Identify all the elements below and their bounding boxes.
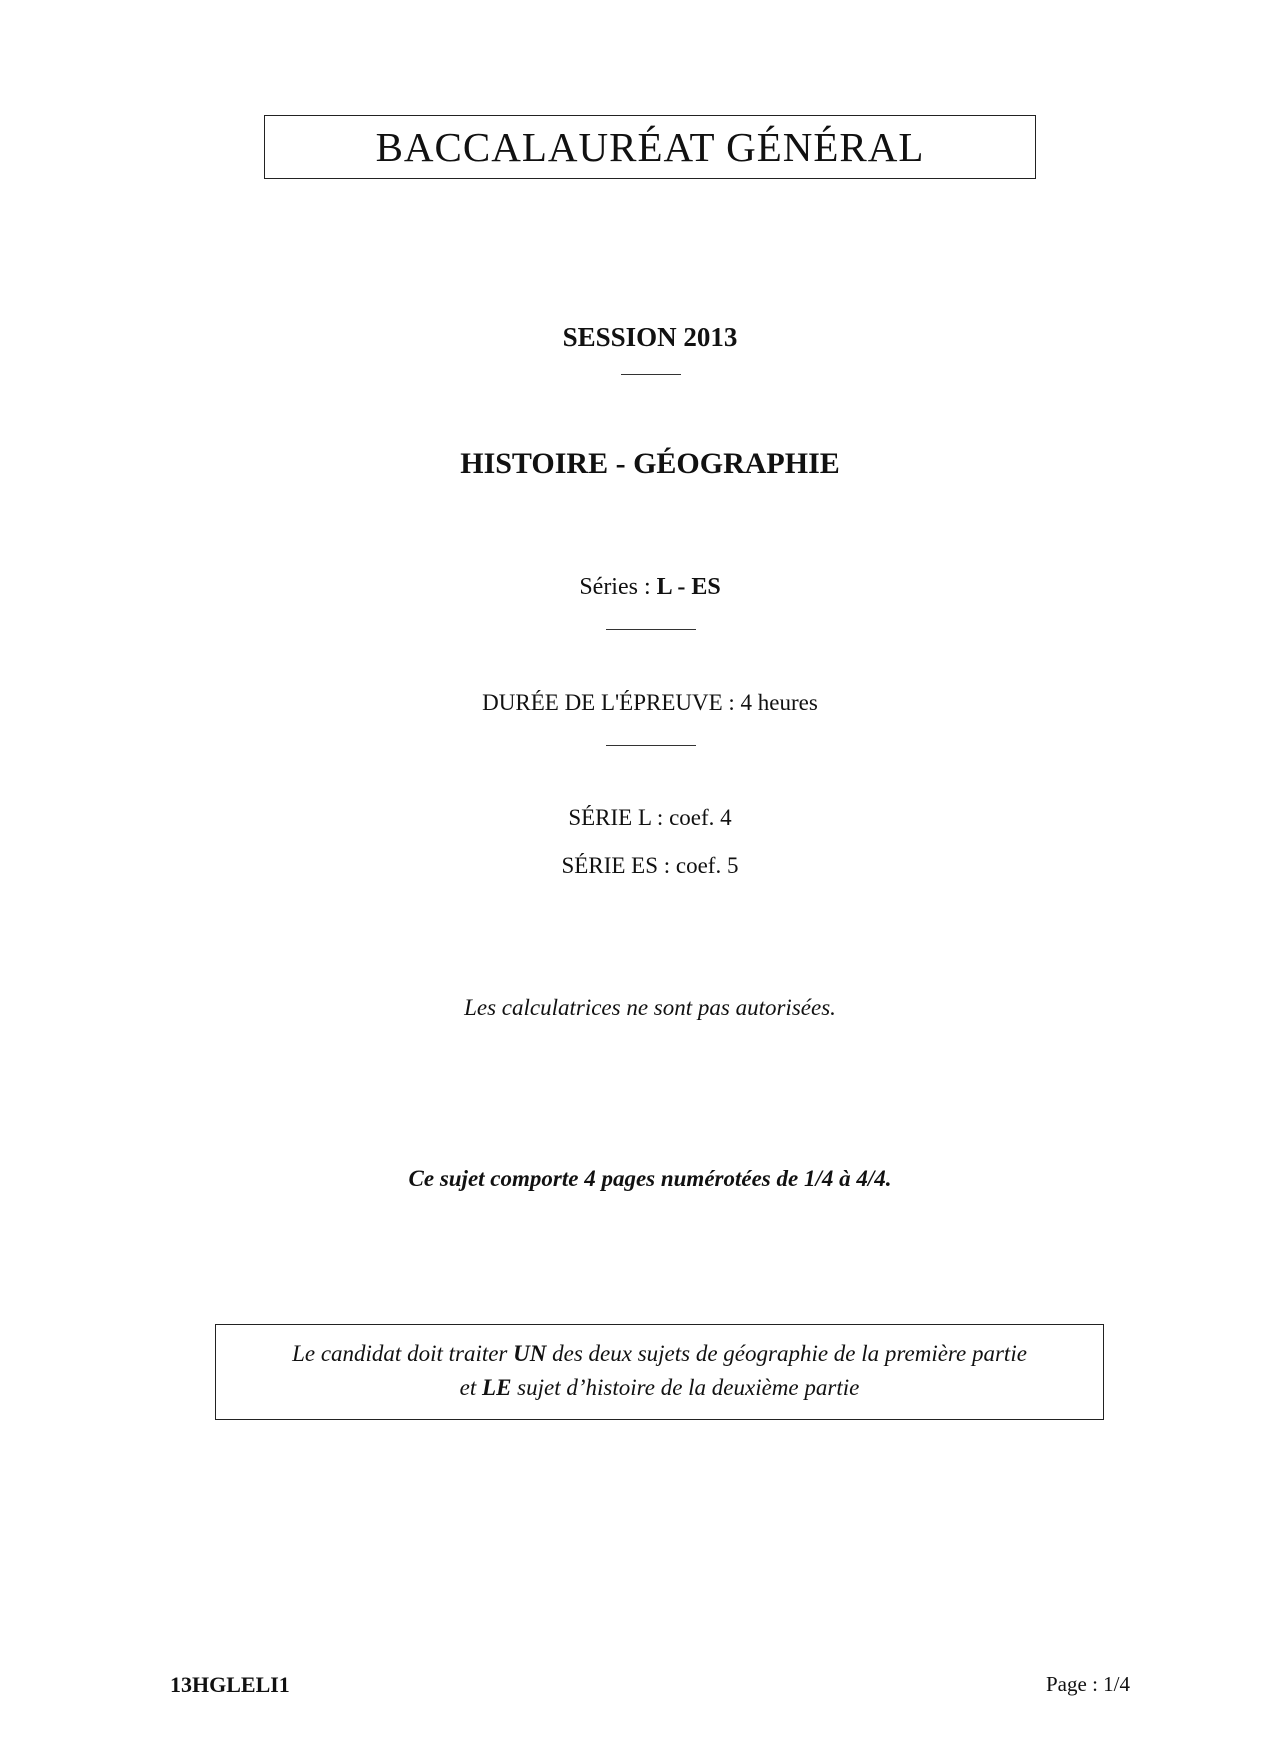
instruction-box (215, 1324, 1104, 1420)
coefficient-serie-l: SÉRIE L : coef. 4 (568, 805, 732, 830)
series-label: Séries : (579, 574, 657, 600)
subject-title: HISTOIRE - GÉOGRAPHIE (460, 447, 840, 480)
title-box (264, 115, 1036, 179)
divider (621, 374, 681, 375)
instruction-line-2: et LE sujet d’histoire de la deuxième partie (459, 1375, 860, 1400)
instruction-emphasis-un: UN (513, 1341, 547, 1366)
subject-code: 13HGLELI1 (170, 1672, 290, 1697)
divider (606, 629, 696, 630)
coefficient-serie-es: SÉRIE ES : coef. 5 (561, 853, 739, 878)
exam-title: BACCALAURÉAT GÉNÉRAL (375, 124, 925, 170)
page-number: Page : 1/4 (1046, 1672, 1130, 1696)
pages-notice: Ce sujet comporte 4 pages numérotées de 1/4 à 4/4. (408, 1166, 892, 1191)
calculator-notice: Les calculatrices ne sont pas autorisées. (464, 995, 836, 1020)
exam-duration: DURÉE DE L'ÉPREUVE : 4 heures (482, 690, 818, 715)
series-line (0, 574, 1283, 601)
instruction-emphasis-le: LE (482, 1375, 512, 1400)
divider (606, 745, 696, 746)
series-value: L - ES (656, 574, 721, 600)
instruction-line-1: Le candidat doit traiter UN des deux sujets de géographie de la première partie (292, 1341, 1027, 1366)
session-year: SESSION 2013 (562, 322, 738, 352)
